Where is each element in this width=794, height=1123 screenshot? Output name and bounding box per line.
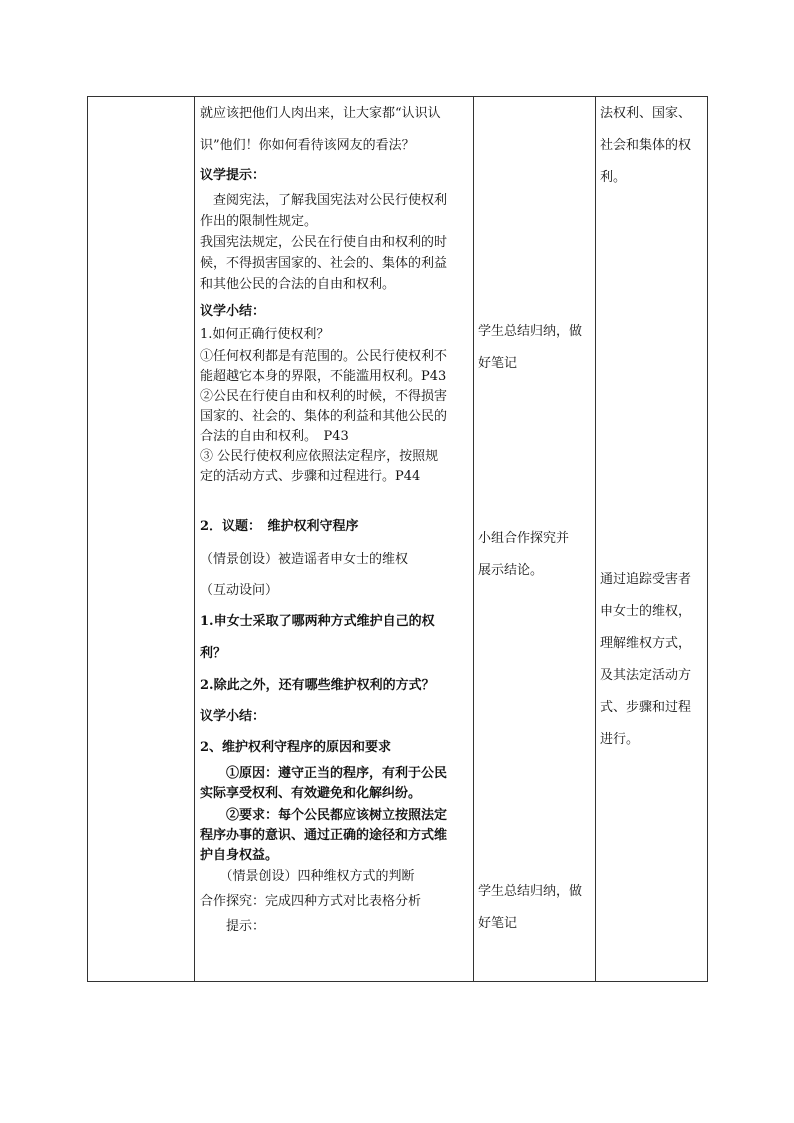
text-line: 护自身权益。 (200, 848, 279, 863)
student-activity-3 (478, 876, 582, 940)
text-line: 合法的自由和权利。 P43 (200, 429, 349, 444)
text-line: 和其他公民的合法的自由和权利。 (200, 277, 396, 292)
text-line: 识”他们！你如何看待该网友的看法？ (200, 138, 415, 153)
text-line: 法权利、国家、 (600, 106, 692, 121)
student-activity-2 (478, 523, 569, 587)
text-line: 好笔记 (478, 916, 518, 931)
text-line: 查阅宪法，了解我国宪法对公民行使权利 (200, 193, 448, 208)
tip-label: 提示： (200, 919, 266, 934)
text-line: ②公民在行使自由和权利的时候，不得损害 (200, 389, 448, 404)
summary-text (200, 347, 447, 487)
text-line: 及其法定活动方 (600, 668, 692, 683)
column-divider (194, 97, 195, 981)
summary-question: 1.如何正确行使权利？ (200, 327, 330, 342)
text-line: 社会和集体的权 (600, 138, 692, 153)
text-line: 1.申女士采取了哪两种方式维护自己的权 (200, 614, 435, 629)
hint-text (200, 190, 447, 295)
reason-text (200, 764, 447, 804)
text-line: 定的活动方式、步骤和过程进行。P44 (200, 469, 421, 484)
hint-title: 议学提示： (200, 168, 266, 183)
text-line: ①原因：遵守正当的程序，有利于公民 (200, 766, 448, 781)
text-line: ③ 公民行使权利应依照法定程序，按照规 (200, 449, 439, 464)
text-line: 利？ (200, 646, 227, 661)
scene-setting-2: （情景创设）四种维权方式的判断 (200, 869, 415, 884)
summary-2-title: 议学小结： (200, 709, 266, 724)
text-line: 我国宪法规定，公民在行使自由和权利的时 (200, 235, 448, 250)
text-line: ②要求：每个公民都应该树立按照法定 (200, 808, 448, 823)
design-intent-1 (600, 98, 691, 194)
text-line: 实际享受权利、有效避免和化解纠纷。 (200, 786, 422, 801)
topic-2-heading: 2．议题： 维护权利守程序 (200, 519, 359, 534)
text-line: 小组合作探究并 (478, 531, 570, 546)
text-line: 展示结论。 (478, 563, 544, 578)
question-2: 2.除此之外，还有哪些维护权利的方式？ (200, 678, 435, 693)
question-1 (200, 606, 435, 670)
text-line: 学生总结归纳，做 (478, 324, 583, 339)
text-line: 好笔记 (478, 356, 518, 371)
text-line: 学生总结归纳，做 (478, 884, 583, 899)
text-line: 候，不得损害国家的、社会的、集体的利益 (200, 256, 448, 271)
summary-2-heading: 2、维护权利守程序的原因和要求 (200, 740, 392, 755)
text-line: 式、步骤和过程 (600, 700, 692, 715)
text-line: 程序办事的意识、通过正确的途径和方式维 (200, 828, 448, 843)
design-intent-2 (600, 564, 691, 756)
text-line: ①任何权利都是有范围的。公民行使权利不 (200, 349, 448, 364)
text-line: 进行。 (600, 732, 640, 747)
interactive-question-label: （互动设问） (200, 583, 279, 598)
column-divider (473, 97, 474, 981)
student-activity-1 (478, 316, 582, 380)
text-line: 能超越它本身的界限，不能滥用权利。P43 (200, 369, 447, 384)
text-line: 就应该把他们人肉出来，让大家都“认识认 (200, 106, 441, 121)
text-line: 通过追踪受害者 (600, 572, 692, 587)
intro-text (200, 98, 441, 162)
requirement-text (200, 806, 447, 866)
text-line: 作出的限制性规定。 (200, 214, 318, 229)
scene-setting-1: （情景创设）被造谣者申女士的维权 (200, 552, 409, 567)
text-line: 申女士的维权， (600, 604, 692, 619)
text-line: 理解维权方式， (600, 636, 692, 651)
column-divider (595, 97, 596, 981)
cooperative-inquiry: 合作探究：完成四种方式对比表格分析 (200, 894, 422, 909)
summary-title: 议学小结： (200, 304, 266, 319)
text-line: 国家的、社会的、集体的利益和其他公民的 (200, 409, 448, 424)
text-line: 利。 (600, 170, 627, 185)
